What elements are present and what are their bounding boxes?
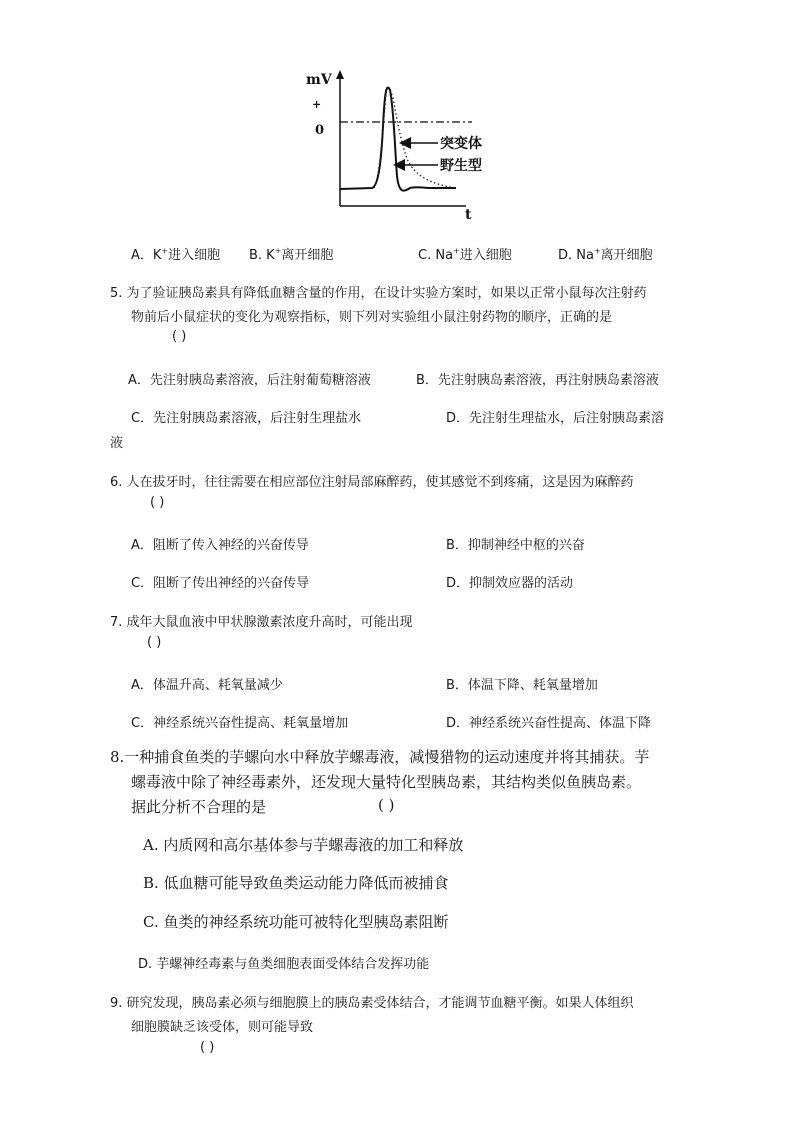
q5-option-a: A．先注射胰岛素溶液，后注射葡萄糖溶液 [128, 373, 371, 388]
wildtype-label: 野生型 [440, 158, 482, 174]
q7-stem-line1: 7. 成年大鼠血液中甲状腺激素浓度升高时，可能出现 [110, 615, 413, 630]
q8-stem-line2: 螺毒液中除了神经毒素外，还发现大量特化型胰岛素，其结构类似鱼胰岛素。 [131, 773, 642, 791]
q4-option-d: D. Na+离开细胞 [558, 246, 653, 263]
q5-stem-line2: 物前后小鼠症状的变化为观察指标，则下列对实验组小鼠注射药物的顺序，正确的是 [131, 310, 613, 325]
q9-stem-line1: 9. 研究发现，胰岛素必须与细胞膜上的胰岛素受体结合，才能调节血糖平衡。如果人体组织 [110, 996, 634, 1011]
q6-option-d: D．抑制效应器的活动 [446, 576, 574, 591]
q7-option-d: D．神经系统兴奋性提高、体温下降 [446, 716, 652, 731]
q6-option-a: A．阻断了传入神经的兴奋传导 [131, 538, 309, 553]
q8-answer-paren: ( ) [378, 796, 395, 814]
zero-mark: 0 [315, 123, 325, 138]
q4-option-c: C. Na+进入细胞 [418, 246, 512, 263]
y-axis-arrow-icon [336, 70, 344, 79]
q7-option-a: A．体温升高、耗氧量减少 [131, 678, 283, 693]
mutant-label: 突变体 [440, 136, 482, 152]
q6-option-b: B．抑制神经中枢的兴奋 [446, 538, 585, 553]
q9-answer-paren: ( ) [200, 1040, 215, 1055]
q8-stem-line3: 据此分析不合理的是 [131, 798, 267, 816]
q8-option-b: B. 低血糖可能导致鱼类运动能力降低而被捕食 [143, 874, 449, 892]
q9-stem-line2: 细胞膜缺乏该受体，则可能导致 [131, 1020, 314, 1035]
q5-option-c: C．先注射胰岛素溶液，后注射生理盐水 [131, 411, 362, 426]
q6-answer-paren: ( ) [150, 495, 165, 510]
q5-option-d-wrap: 液 [110, 436, 124, 451]
q8-option-d: D. 芋螺神经毒素与鱼类细胞表面受体结合发挥功能 [138, 957, 430, 972]
action-potential-figure [298, 66, 498, 224]
wildtype-curve [340, 87, 456, 190]
q7-option-c: C．神经系统兴奋性提高、耗氧量增加 [131, 716, 349, 731]
q5-answer-paren: ( ) [172, 329, 187, 344]
plus-mark: + [312, 98, 322, 111]
q6-option-c: C．阻断了传出神经的兴奋传导 [131, 576, 310, 591]
q7-option-b: B．体温下降、耗氧量增加 [446, 678, 598, 693]
q8-stem-line1: 8.一种捕食鱼类的芋螺向水中释放芋螺毒液，减慢猎物的运动速度并将其捕获。芋 [110, 748, 650, 766]
q7-answer-paren: ( ) [147, 635, 162, 650]
x-unit-label: t [465, 207, 472, 223]
q5-stem-line1: 5. 为了验证胰岛素具有降低血糖含量的作用，在设计实验方案时，如果以正常小鼠每次注射药 [110, 286, 647, 301]
q5-option-b: B．先注射胰岛素溶液，再注射胰岛素溶液 [416, 373, 659, 388]
q4-option-a: A．K+进入细胞 [131, 246, 221, 263]
y-unit-label: mV [306, 72, 332, 88]
q8-option-a: A. 内质网和高尔基体参与芋螺毒液的加工和释放 [143, 836, 464, 854]
q8-option-c: C. 鱼类的神经系统功能可被特化型胰岛素阻断 [143, 913, 449, 931]
q4-option-b: B. K+离开细胞 [249, 246, 334, 263]
q6-stem-line1: 6. 人在拔牙时，往往需要在相应部位注射局部麻醉药，使其感觉不到疼痛，这是因为麻醉药 [110, 475, 634, 490]
q5-option-d: D．先注射生理盐水，后注射胰岛素溶 [446, 411, 665, 426]
